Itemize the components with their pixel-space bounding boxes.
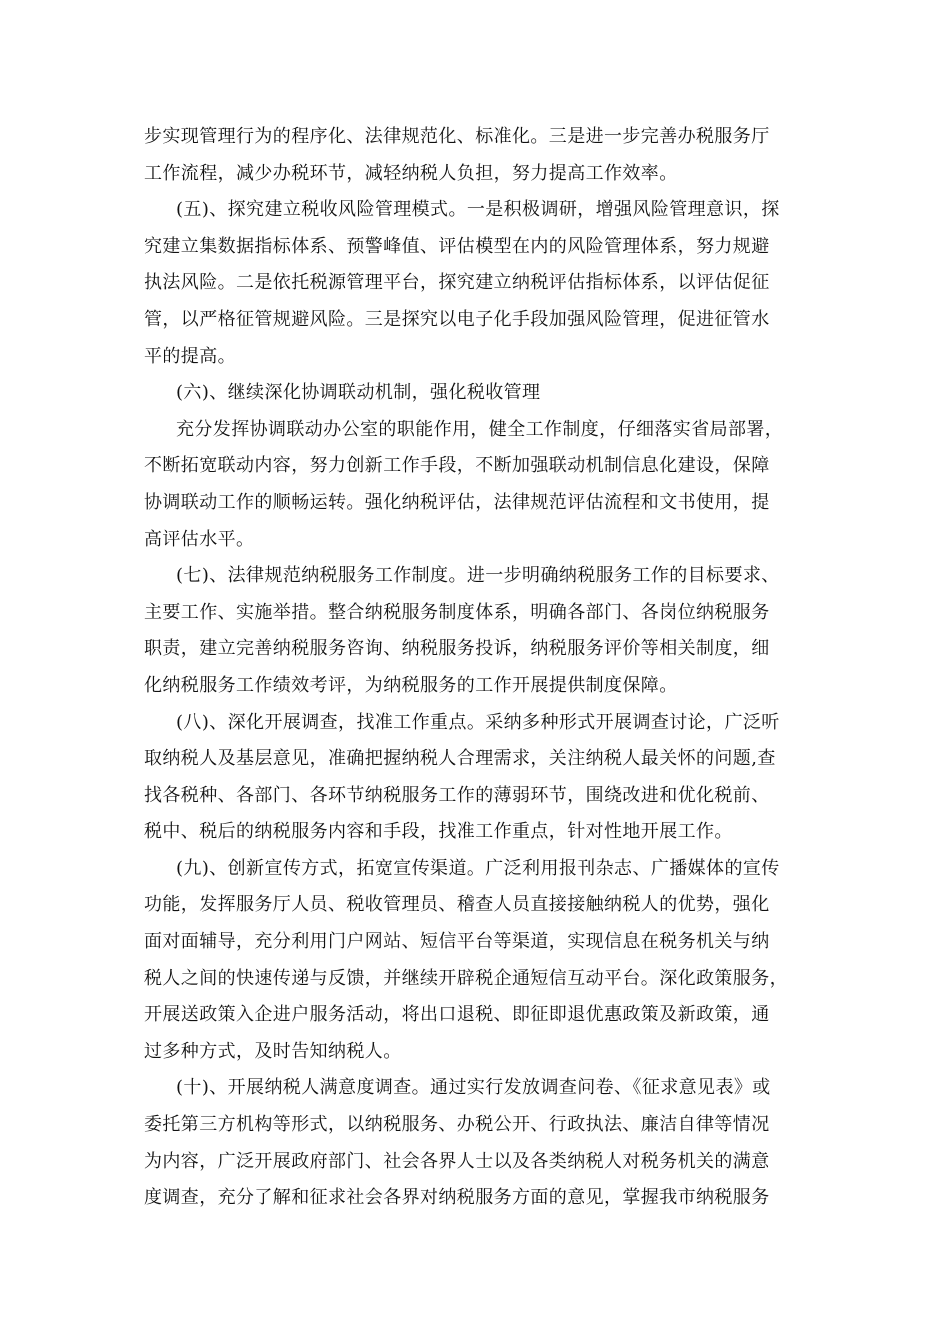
text-line: 执法风险。二是依托税源管理平台，探究建立纳税评估指标体系，以评估促征 bbox=[144, 272, 770, 294]
text-line: 找各税种、各部门、各环节纳税服务工作的薄弱环节，围绕改进和优化税前、 bbox=[144, 784, 770, 806]
text-line: (十)、开展纳税人满意度调查。通过实行发放调查问卷、《征求意见表》或 bbox=[176, 1077, 771, 1099]
text-line: 税人之间的快速传递与反馈，并继续开辟税企通短信互动平台。深化政策服务， bbox=[144, 967, 788, 989]
text-line: 管，以严格征管规避风险。三是探究以电子化手段加强风险管理，促进征管水 bbox=[144, 308, 770, 330]
text-line: 化纳税服务工作绩效考评，为纳税服务的工作开展提供制度保障。 bbox=[144, 674, 678, 696]
text-line: (七)、法律规范纳税服务工作制度。进一步明确纳税服务工作的目标要求、 bbox=[176, 565, 780, 587]
text-line: 不断拓宽联动内容，努力创新工作手段，不断加强联动机制信息化建设，保障 bbox=[144, 455, 770, 477]
text-line: (八)、深化开展调查，找准工作重点。采纳多种形式开展调查讨论，广泛听 bbox=[176, 711, 780, 733]
text-line: 协调联动工作的顺畅运转。强化纳税评估，法律规范评估流程和文书使用，提 bbox=[144, 491, 770, 513]
text-line: 工作流程，减少办税环节，减轻纳税人负担，努力提高工作效率。 bbox=[144, 162, 678, 184]
text-line: 过多种方式，及时告知纳税人。 bbox=[144, 1040, 402, 1062]
paragraph bbox=[144, 412, 804, 558]
document-body bbox=[144, 119, 804, 1217]
paragraph bbox=[144, 192, 804, 375]
paragraph bbox=[144, 119, 804, 192]
text-line: 功能，发挥服务厅人员、税收管理员、稽查人员直接接触纳税人的优势，强化 bbox=[144, 894, 770, 916]
text-line: (六)、继续深化协调联动机制，强化税收管理 bbox=[176, 382, 541, 404]
text-line: (五)、探究建立税收风险管理模式。一是积极调研，增强风险管理意识，探 bbox=[176, 199, 780, 221]
paragraph bbox=[144, 1070, 804, 1216]
text-line: 度调查，充分了解和征求社会各界对纳税服务方面的意见，掌握我市纳税服务 bbox=[144, 1187, 770, 1209]
text-line: 职责，建立完善纳税服务咨询、纳税服务投诉，纳税服务评价等相关制度，细 bbox=[144, 638, 770, 660]
paragraph bbox=[144, 705, 804, 851]
text-line: 究建立集数据指标体系、预警峰值、评估模型在内的风险管理体系，努力规避 bbox=[144, 235, 770, 257]
text-line: 委托第三方机构等形式，以纳税服务、办税公开、行政执法、廉洁自律等情况 bbox=[144, 1114, 770, 1136]
paragraph bbox=[144, 851, 804, 1071]
text-line: 高评估水平。 bbox=[144, 528, 255, 550]
paragraph bbox=[144, 558, 804, 704]
text-line: 税中、税后的纳税服务内容和手段，找准工作重点，针对性地开展工作。 bbox=[144, 821, 733, 843]
text-line: 为内容，广泛开展政府部门、社会各界人士以及各类纳税人对税务机关的满意 bbox=[144, 1150, 770, 1172]
paragraph bbox=[144, 375, 804, 412]
text-line: (九)、创新宣传方式，拓宽宣传渠道。广泛利用报刊杂志、广播媒体的宣传 bbox=[176, 857, 780, 879]
text-line: 取纳税人及基层意见，准确把握纳税人合理需求，关注纳税人最关怀的问题,查 bbox=[144, 748, 776, 770]
text-line: 平的提高。 bbox=[144, 345, 236, 367]
text-line: 步实现管理行为的程序化、法律规范化、标准化。三是进一步完善办税服务厅 bbox=[144, 126, 770, 147]
text-line: 面对面辅导，充分利用门户网站、短信平台等渠道，实现信息在税务机关与纳 bbox=[144, 931, 770, 953]
text-line: 主要工作、实施举措。整合纳税服务制度体系，明确各部门、各岗位纳税服务 bbox=[144, 601, 770, 623]
text-line: 开展送政策入企进户服务活动，将出口退税、即征即退优惠政策及新政策，通 bbox=[144, 1004, 770, 1026]
text-line: 充分发挥协调联动办公室的职能作用，健全工作制度，仔细落实省局部署， bbox=[176, 418, 784, 440]
